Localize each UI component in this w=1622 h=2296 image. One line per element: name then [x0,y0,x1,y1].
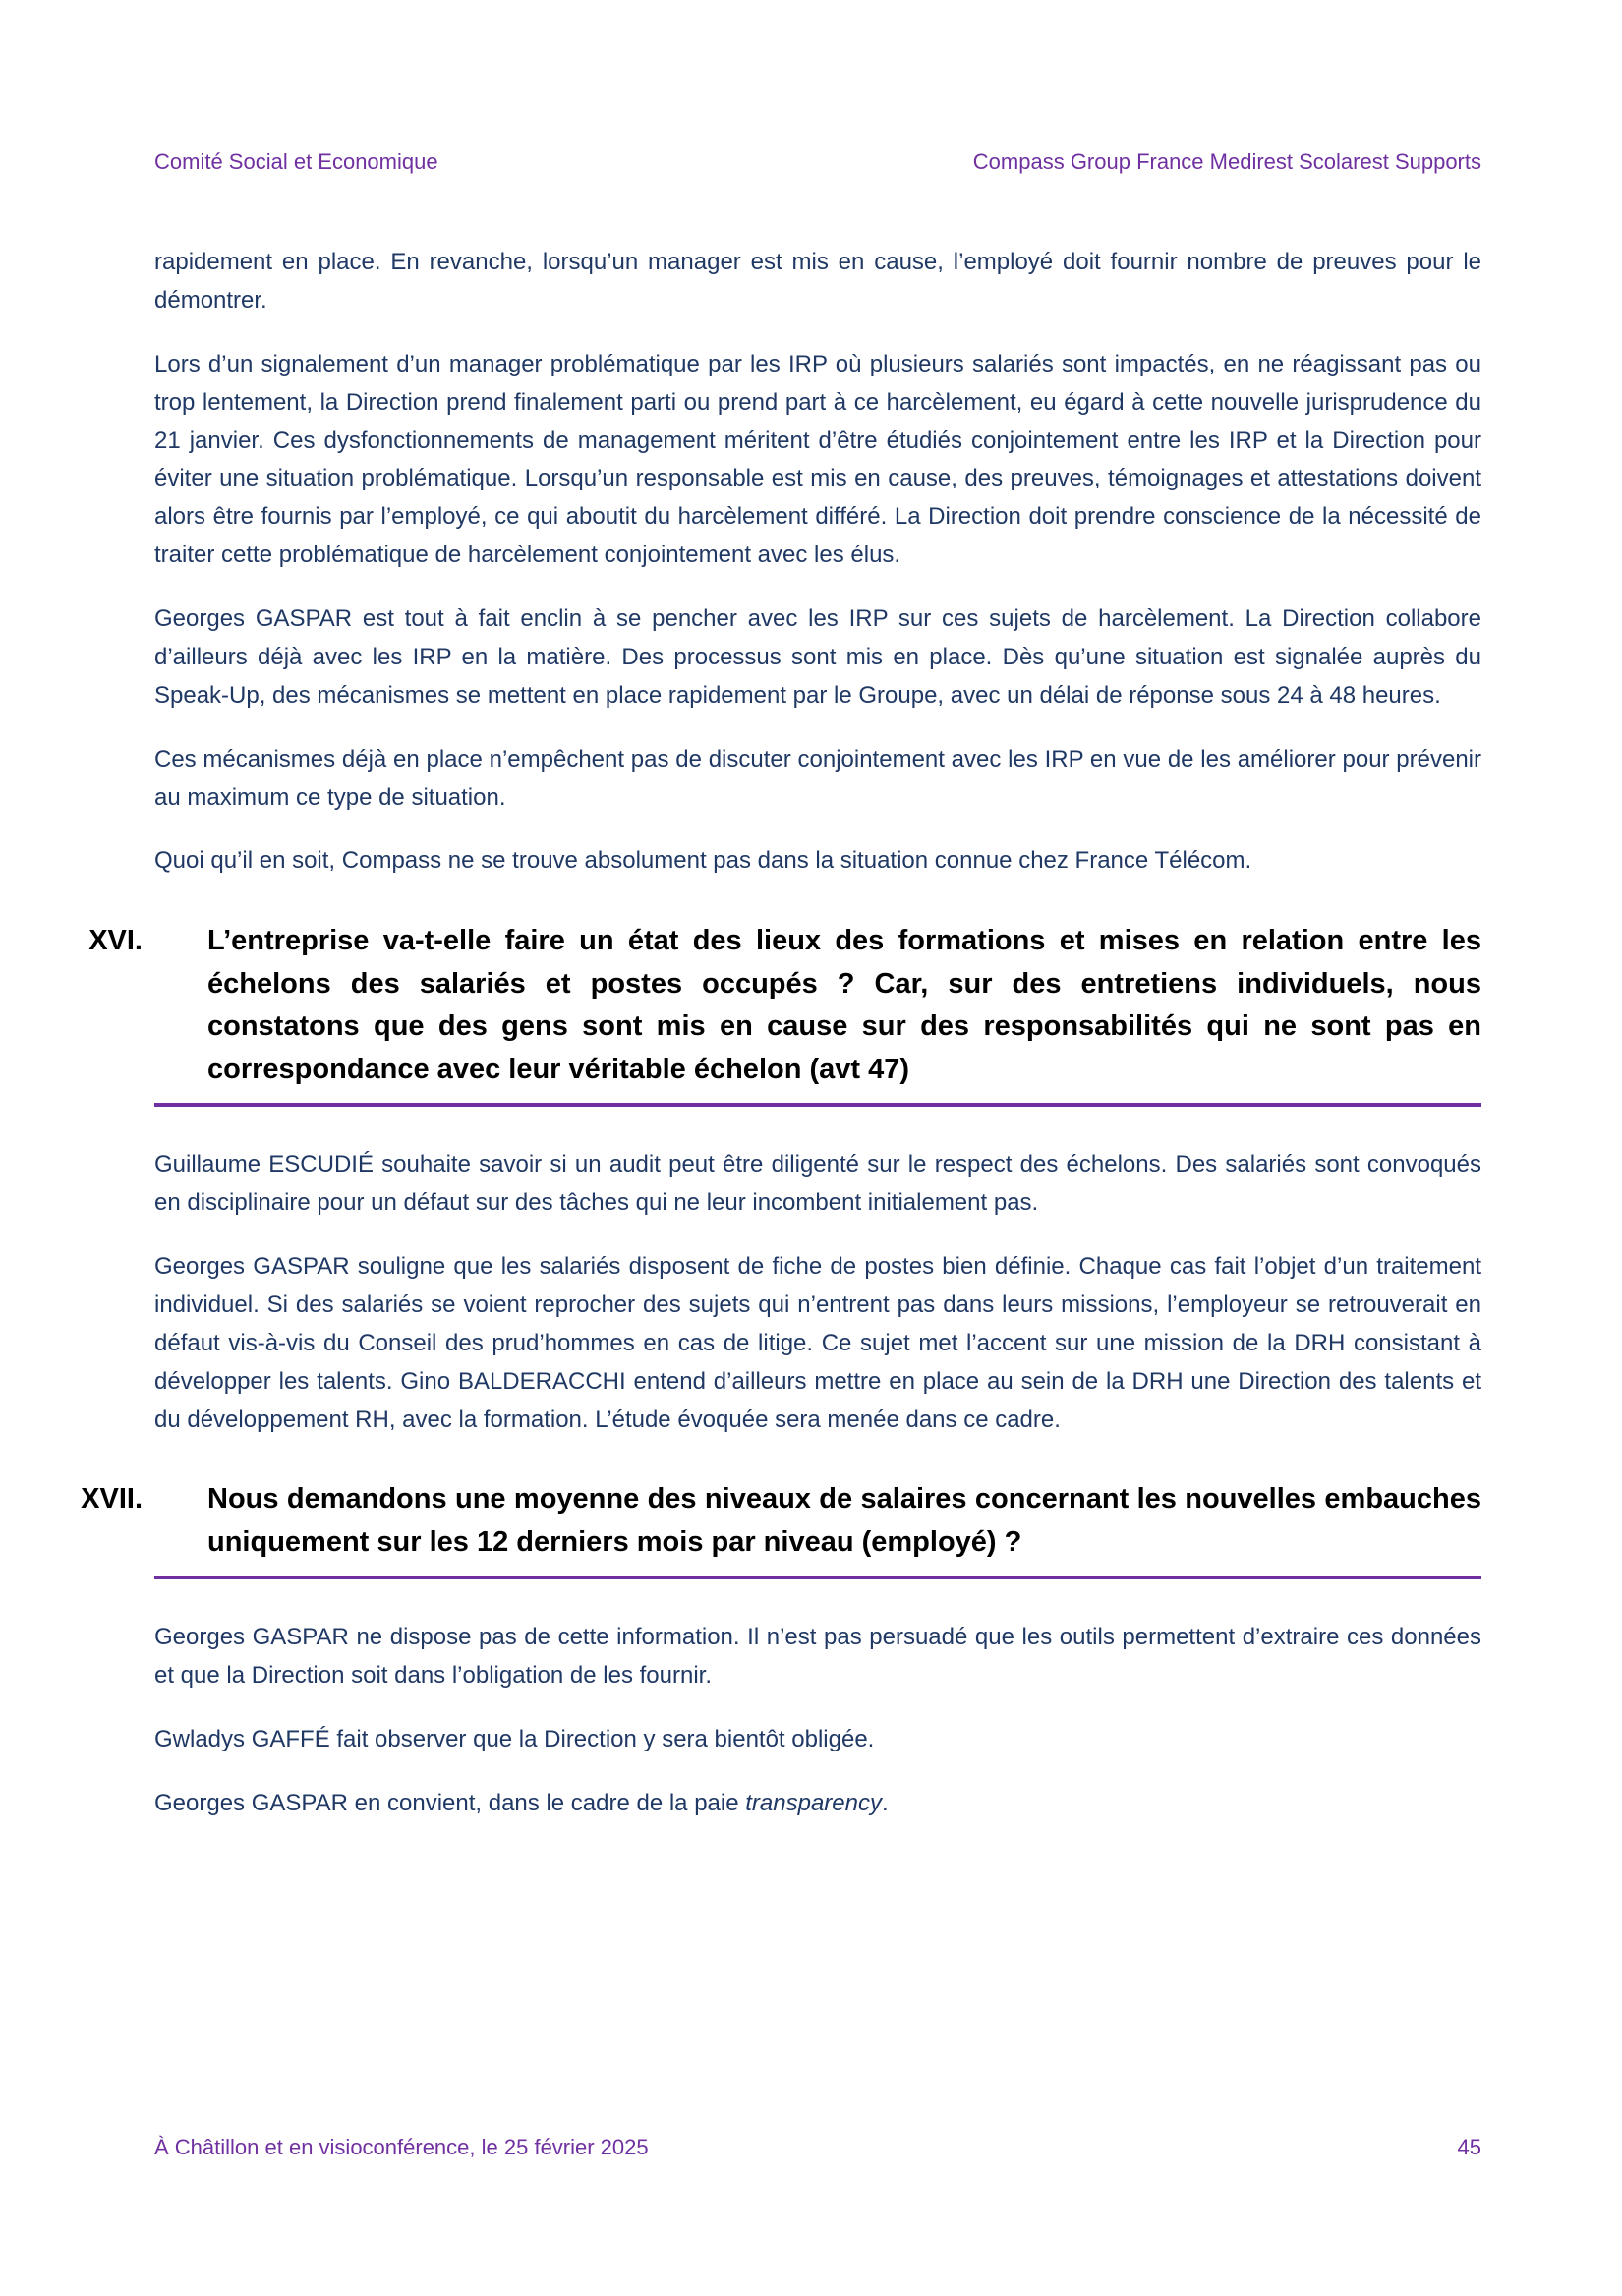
paragraph-compass-telecom: Quoi qu’il en soit, Compass ne se trouve absolument pas dans la situation connue chez France Télécom. [154,847,1252,875]
paragraph-gaspar-information: Georges GASPAR ne dispose pas de cette information. Il n’est pas persuadé que les outils permettent d’extraire ces données et que la Direction soit dans l’obligation de les fournir. [154,1624,1481,1690]
page-header [154,149,1481,175]
footer-location-date: À Châtillon et en visioconférence, le 25 février 2025 [154,2135,649,2159]
paragraph-gaffe-obligation: Gwladys GAFFÉ fait observer que la Direction y sera bientôt obligée. [154,1726,875,1753]
header-left-title: Comité Social et Economique [154,149,438,174]
page-number: 45 [1457,2135,1481,2159]
paragraph-gaspar-transparency [154,1785,1481,1823]
section-xvii-number: XVII. [81,1483,143,1516]
page-footer [154,2135,1481,2160]
section-xvi-title: L’entreprise va-t-elle faire un état des lieux des formations et mises en relation entre les échelons des salariés et postes occupés ? Car, sur des entretiens individuels, nous constatons que des gens sont mis en cause sur des responsabilités qui ne sont pas en correspondance avec leur véritable échelon (avt 47) [207,925,1481,1085]
paragraph-signalement: Lors d’un signalement d’un manager problématique par les IRP où plusieurs salariés sont impactés, en ne réagissant pas ou trop lentement, la Direction prend finalement parti ou prend part à ce harcèlement, eu égard à cette nouvelle jurisprudence du 21 janvier. Ces dysfonctionnements de management méritent d’être étudiés conjointement entre les IRP et la Direction pour éviter une situation problématique. Lorsqu’un responsable est mis en cause, des preuves, témoignages et attestations doivent alors être fournis par l’employé, ce qui aboutit du harcèlement différé. La Direction doit prendre conscience de la nécessité de traiter cette problématique de harcèlement conjointement avec les élus. [154,350,1481,569]
paragraph-transparency-italic: transparency [745,1790,882,1816]
paragraph-transparency-end: . [882,1790,889,1816]
section-xvii-divider [154,1576,1481,1579]
section-xvii-title: Nous demandons une moyenne des niveaux de salaires concernant les nouvelles embauches uniquement sur les 12 derniers mois par niveau (employé) ? [207,1483,1481,1558]
section-xvi-number: XVI. [88,925,143,957]
paragraph-escudie-audit: Guillaume ESCUDIÉ souhaite savoir si un audit peut être diligenté sur le respect des échelons. Des salariés sont convoqués en disciplinaire pour un défaut sur des tâches qui ne leur incombent initialement pas. [154,1151,1481,1217]
header-right-title: Compass Group France Medirest Scolarest Supports [972,149,1481,174]
section-xvi-title-row [88,920,1481,1091]
section-xvii [81,1478,1481,1579]
paragraph-continuation: rapidement en place. En revanche, lorsqu’un manager est mis en cause, l’employé doit fournir nombre de preuves pour le démontrer. [154,249,1481,314]
document-body [81,244,1481,1849]
paragraph-gaspar-harcelement: Georges GASPAR est tout à fait enclin à se pencher avec les IRP sur ces sujets de harcèlement. La Direction collabore d’ailleurs déjà avec les IRP en la matière. Des processus sont mis en place. Dès qu’une situation est signalée auprès du Speak-Up, des mécanismes se mettent en place rapidement par le Groupe, avec un délai de réponse sous 24 à 48 heures. [154,605,1481,709]
section-xvi-divider [154,1103,1481,1107]
paragraph-transparency-lead: Georges GASPAR en convient, dans le cadre de la paie [154,1790,746,1816]
paragraph-mecanismes: Ces mécanismes déjà en place n’empêchent pas de discuter conjointement avec les IRP en vue de les améliorer pour prévenir au maximum ce type de situation. [154,745,1481,811]
section-xvi [88,920,1481,1107]
paragraph-gaspar-fiches-postes: Georges GASPAR souligne que les salariés disposent de fiche de postes bien définie. Chaque cas fait l’objet d’un traitement individuel. Si des salariés se voient reprocher des sujets qui n’entrent pas dans leurs missions, l’employeur se retrouverait en défaut vis-à-vis du Conseil des prud’hommes en cas de litige. Ce sujet met l’accent sur une mission de la DRH consistant à développer les talents. Gino BALDERACCHI entend d’ailleurs mettre en place au sein de la DRH une Direction des talents et du développement RH, avec la formation. L’étude évoquée sera menée dans ce cadre. [154,1253,1481,1433]
section-xvii-title-row [81,1478,1481,1564]
